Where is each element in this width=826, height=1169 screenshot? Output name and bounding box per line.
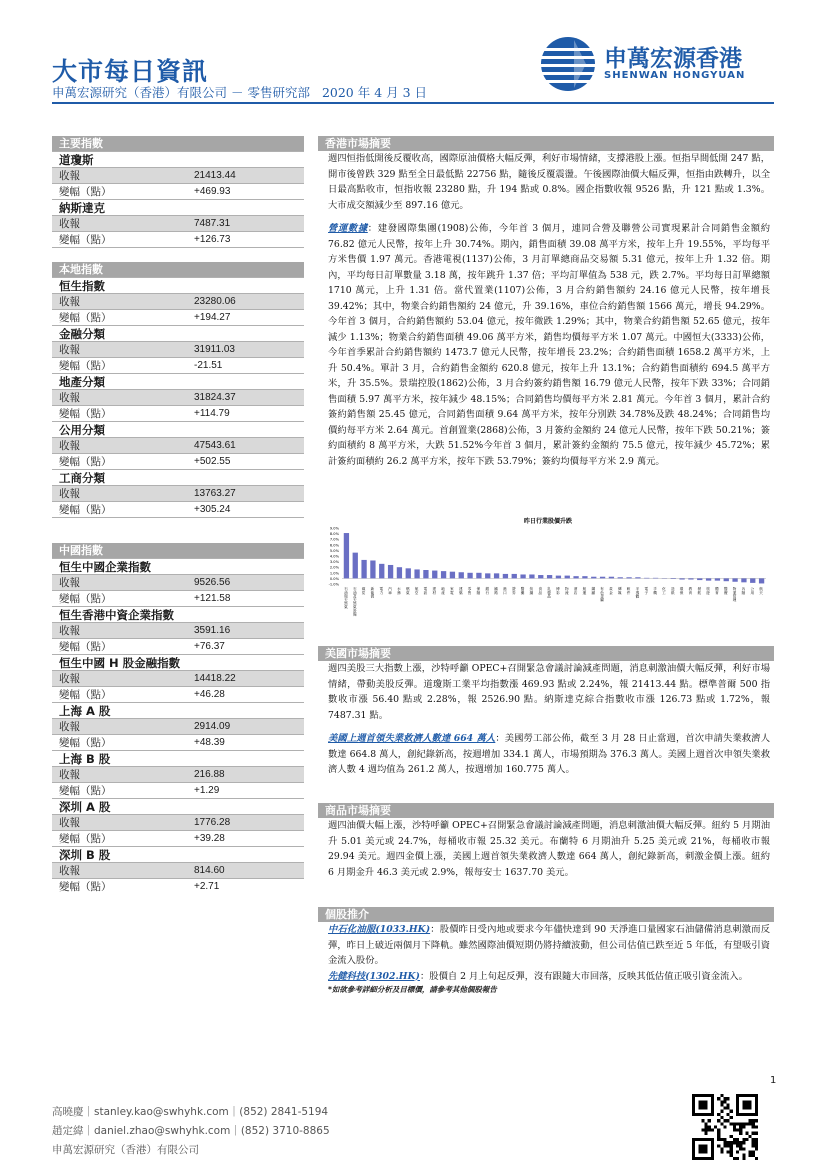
chart-bar	[379, 564, 384, 579]
chart-title: 昨日行業股價升跌	[523, 518, 573, 525]
stock-picks-heading: 個股推介	[318, 907, 774, 922]
contact-line-3: 申萬宏源研究（香港）有限公司	[52, 1144, 199, 1156]
row-label: 收報	[59, 392, 80, 404]
change-row	[52, 638, 304, 654]
chart-bar	[556, 576, 561, 579]
close-row	[52, 389, 304, 405]
us-market-heading: 美國市場摘要	[318, 646, 774, 661]
category-label: 保險	[476, 587, 481, 595]
chart-bar	[679, 578, 684, 579]
change-value: +194.27	[194, 312, 231, 323]
close-value: 21413.44	[194, 170, 236, 181]
change-row	[52, 405, 304, 421]
close-value: 1776.28	[194, 817, 231, 828]
category-label: 新能源	[370, 587, 375, 598]
category-label: 食品	[538, 587, 543, 595]
category-label: 物業管理	[733, 587, 738, 602]
chart-bar	[450, 572, 455, 579]
chart-bar	[388, 565, 393, 578]
page-subtitle	[52, 83, 427, 101]
change-value: -21.51	[194, 360, 223, 371]
stock-pick-2	[318, 969, 774, 985]
change-row	[52, 183, 304, 199]
commodity-heading: 商品市場摘要	[318, 803, 774, 818]
change-value: +39.28	[194, 833, 225, 844]
y-tick-label: 2.0%	[329, 565, 339, 570]
close-row	[52, 485, 304, 501]
category-label: 航空	[415, 587, 420, 595]
category-label: 電子	[644, 587, 649, 595]
main-index-heading: 主要指數	[52, 136, 304, 151]
company-department: 申萬宏源研究（香港）有限公司 － 零售研究部	[52, 85, 310, 100]
change-value: +1.29	[194, 785, 220, 796]
row-label: 變幅（點）	[59, 186, 112, 198]
report-date: 2020 年 4 月 3 日	[321, 85, 428, 100]
close-row	[52, 215, 304, 231]
stock-pick-2-text: ：股價自 2 月上旬起反彈，沒有跟隨大市回落，反映其低估值正吸引資金流入。	[419, 970, 748, 982]
main-index-list	[52, 151, 304, 247]
commodity-section	[318, 803, 774, 880]
chart-bar	[406, 568, 411, 578]
index-name: 道瓊斯	[52, 151, 304, 167]
row-label: 收報	[59, 769, 80, 781]
close-value: 9526.56	[194, 577, 231, 588]
close-row	[52, 437, 304, 453]
chart-bar	[688, 578, 693, 579]
category-label: 港口	[503, 587, 508, 595]
chart-bar	[750, 578, 755, 582]
category-label: 造紙	[671, 587, 676, 595]
close-value: 2914.09	[194, 721, 231, 732]
category-label: 紡織	[529, 587, 534, 595]
row-label: 收報	[59, 488, 80, 500]
y-tick-label: 5.0%	[329, 548, 339, 553]
stock-pick-2-name: 先健科技(1302.HK)	[328, 970, 420, 982]
hk-market-section	[318, 136, 774, 469]
chart-bar	[353, 553, 358, 579]
spacer	[52, 247, 304, 262]
category-label: 證券	[512, 587, 517, 595]
index-name: 上海 A 股	[52, 702, 304, 718]
category-label: 鐵路	[494, 587, 499, 595]
close-row	[52, 718, 304, 734]
row-label: 變幅（點）	[59, 785, 112, 797]
category-label: 建築	[459, 587, 464, 595]
chart-bar	[741, 578, 746, 582]
chart-bar	[529, 574, 534, 578]
page-title: 大市每日資訊	[52, 57, 209, 86]
category-label: 旅遊	[706, 587, 711, 595]
change-row	[52, 878, 304, 894]
index-name: 納斯達克	[52, 199, 304, 215]
chart-bar	[644, 578, 649, 579]
change-value: +2.71	[194, 881, 220, 892]
spacer	[52, 517, 304, 543]
category-label: 體育	[715, 587, 720, 595]
chart-bar	[697, 578, 702, 580]
change-row	[52, 309, 304, 325]
chart-bar	[414, 569, 419, 578]
disclaimer-note: *如欲參考詳細分析及目標價，請參考其他個股報告	[328, 985, 497, 994]
close-value: 47543.61	[194, 440, 236, 451]
stock-picks-section	[318, 907, 774, 995]
chart-bar	[538, 575, 543, 578]
chart-bar	[494, 573, 499, 578]
chart-bar	[724, 578, 729, 581]
category-label: 公用	[750, 587, 755, 595]
contact-footer	[52, 1103, 330, 1160]
chart-bar	[600, 577, 605, 579]
chart-bar	[706, 578, 711, 580]
category-label: 醫藥	[521, 587, 526, 595]
us-market-summary: 週四美股三大指數上漲，沙特呼籲 OPEC+召開緊急會議討論減產問題，消息刺激油價大幅反彈，利好市場情緒，帶動美股反彈。道瓊斯工業平均指數漲 469.93 點或 2.24%，報 21413.44 點。標準普爾 500 指數收市漲 56.40 點或 2.28%，報 2526.90 點。納斯達克綜合指數收市漲 126.73 點或 1.72%，報 7487.31 點。	[328, 663, 770, 721]
row-label: 收報	[59, 865, 80, 877]
y-tick-label: 3.0%	[329, 560, 339, 565]
page-number: 1	[770, 1075, 777, 1086]
category-label: 建材	[432, 587, 437, 595]
category-label: 教育	[688, 587, 693, 595]
chart-bar	[476, 573, 481, 579]
chart-bar	[573, 576, 578, 578]
category-label: 電訊	[423, 587, 428, 595]
hk-market-summary: 週四恒指低開後反覆收高，國際原油價格大幅反彈，利好市場情緒，支撐港股上漲。恒指早間低開 247 點，開市後曾跌 329 點至全日最低點 22756 點，隨後反覆震盪。午後國際油價大幅反彈，恒指由跌轉升，以全日最高點收市，恒指收報 23280 點，升 194 點或 0.8%。國企指數收報 9526 點，升 121 點或 1.3%。大市成交額減少至 897.16 億元。	[328, 153, 771, 211]
category-label: 銀行	[485, 587, 490, 595]
row-label: 收報	[59, 721, 80, 733]
close-value: 814.60	[194, 865, 225, 876]
row-label: 變幅（點）	[59, 881, 112, 893]
close-row	[52, 670, 304, 686]
category-label: 軟件	[627, 587, 632, 595]
chart-bar	[582, 576, 587, 578]
jobless-text: ：美國勞工部公佈，截至 3 月 28 日止當週，首次申請失業救濟人數達 664.8 萬人，創紀錄新高，按週增加 334.1 萬人，市場預期為 376.3 萬人。美國上週首次申領失業救濟人數 4 週均值為 261.2 萬人，按週增加 160.775 萬人。	[328, 733, 770, 775]
index-name: 恒生中國企業指數	[52, 558, 304, 574]
close-value: 13763.27	[194, 488, 236, 499]
close-value: 14418.22	[194, 673, 236, 684]
category-label: 航天	[759, 587, 764, 595]
qr-code-icon	[692, 1094, 758, 1160]
close-row	[52, 766, 304, 782]
y-tick-label: 9.0%	[329, 526, 339, 531]
chart-bar	[361, 560, 366, 578]
category-label: 汽車	[388, 587, 393, 595]
index-name: 恒生香港中資企業指數	[52, 606, 304, 622]
row-label: 收報	[59, 625, 80, 637]
row-label: 收報	[59, 344, 80, 356]
chart-bar	[512, 574, 517, 578]
category-label: 黃金	[609, 587, 614, 595]
close-row	[52, 167, 304, 183]
y-tick-label: 7.0%	[329, 537, 339, 542]
operating-data-lead: 營運數據	[328, 223, 368, 234]
y-tick-label: 6.0%	[329, 543, 339, 548]
china-index-heading: 中國指數	[52, 543, 304, 558]
category-label: 博彩	[556, 587, 561, 595]
index-name: 地產分類	[52, 373, 304, 389]
close-value: 31911.03	[194, 344, 235, 355]
index-name: 公用分類	[52, 421, 304, 437]
change-row	[52, 453, 304, 469]
category-label: 醫療	[724, 587, 729, 595]
close-value: 23280.06	[194, 296, 236, 307]
index-name: 深圳 A 股	[52, 798, 304, 814]
row-label: 收報	[59, 218, 80, 230]
change-value: +305.24	[194, 504, 231, 515]
industry-performance-chart	[318, 512, 774, 638]
commodity-summary: 週四油價大幅上漲，沙特呼籲 OPEC+召開緊急會議討論減產問題，消息刺激油價大幅反彈。紐約 5 月期油升 5.01 美元或 24.7%，每桶收市報 25.32 美元。布蘭特 6 月期油升 5.25 美元或 21%，每桶收市報 29.94 美元。週四金價上漲，美國上週首領失業救濟人數達 664 萬人，創紀錄新高，刺激金價上漲。紐約 6 月期金升 46.3 美元或 2.9%，報每安士 1637.70 美元。	[328, 820, 770, 878]
index-name: 恒生中國 H 股金融指數	[52, 654, 304, 670]
contact-line-1: 高曉慶｜stanley.kao@swhyhk.com｜(852) 2841-5194	[52, 1106, 329, 1118]
y-tick-label: 1.0%	[329, 571, 339, 576]
category-label: 物流	[565, 587, 570, 595]
row-label: 變幅（點）	[59, 737, 112, 749]
change-value: +469.93	[194, 186, 231, 197]
close-row	[52, 814, 304, 830]
category-label: 地產	[441, 587, 446, 595]
change-value: +76.37	[194, 641, 225, 652]
chart-bar	[459, 572, 464, 578]
row-label: 變幅（點）	[59, 833, 112, 845]
category-label: 石油及天然氣設備	[353, 587, 358, 616]
change-value: +121.58	[194, 593, 231, 604]
category-label: 半導體	[635, 587, 640, 598]
chart-bar	[635, 577, 640, 578]
y-tick-label: 0.0%	[329, 576, 339, 581]
change-row	[52, 501, 304, 517]
category-label: 手機	[653, 587, 658, 595]
close-row	[52, 862, 304, 878]
change-value: +114.79	[194, 408, 230, 419]
category-label: 燃氣	[406, 587, 411, 595]
chart-bar	[759, 578, 764, 583]
row-label: 變幅（點）	[59, 504, 112, 516]
operating-data-text: ：建發國際集團(1908)公佈，今年首 3 個月，連同合營及聯營公司實現累計合同銷售金額約 76.82 億元人民幣，按年上升 30.74%。期內，銷售面積 39.08 萬平方米，按年上升 19.55%，平均每平方米售價 1.97 萬元。香港電視(1137)公佈，3 月訂單總商品交易額 5.31 億元，按年上升 1.32 倍。期內，平均每日訂單數量 3.18 萬，按年跳升 1.37 倍；平均訂單值為 538 元，跌 2.7%。平均每日訂單總額 1710 萬元，上升 1.31 倍。當代置業(1107)公佈，3 月合約銷售額約 24.16 億元人民幣，按年增長 39.42%；其中，物業合約銷售額約 24 億元，升 39.16%，車位合約銷售額 1566 萬元，增長 94.29%。今年首 3 個月，合約銷售額約 53.04 億元，按年微跌 1.29%；其中，物業合約銷售額 52.65 億元，按年減少 1.13%；物業合約銷售面積 49.06 萬平方米，銷售均價每平方米 1.07 萬元。中國恒大(3333)公佈，今年首季累計合約銷售額約 1473.7 億元人民幣，按年增長 23.2%；合約銷售面積 1658.2 萬平方米，上升 50.4%。單計 3 月，合約銷售金額約 620.8 億元，按年上升 13.1%；合約銷售面積約 694.5 萬平方米，升 35.5%。景瑞控股(1862)公佈，3 月合約簽約銷售額 16.79 億元人民幣，按年下跌 33%；合同銷售面積 5.97 萬平方米，按年減少 48.15%；合同銷售均價每平方米 2.81 萬元。今年首 3 個月，累計合約簽約銷售額 25.45 億元，合同銷售面積 9.64 萬平方米，按年分別跌 34.78%及跌 48.24%；合同銷售均價約每平方米 2.64 萬元。首創置業(2868)公佈，3 月簽約金額約 24 億元人民幣，按年下跌 50.21%；簽約面積約 8 萬平方米，大跌 51.52%今年首 3 個月，累計簽約金額約 75.5 億元，按年減少 45.72%；累計簽約面積約 26.2 萬平方米，按年下跌 53.79%；簽約均價每平方米 2.9 萬元。	[328, 223, 770, 467]
local-index-list	[52, 277, 304, 517]
y-tick-label: 8.0%	[329, 532, 339, 537]
row-label: 變幅（點）	[59, 234, 112, 246]
chart-bar	[565, 576, 570, 579]
chart-bar	[671, 578, 676, 579]
row-label: 變幅（點）	[59, 312, 112, 324]
row-label: 收報	[59, 577, 80, 589]
chart-bar	[432, 571, 437, 579]
chart-bar	[591, 577, 596, 579]
logo-globe-icon	[538, 34, 598, 94]
change-value: +126.73	[194, 234, 231, 245]
chart-bar	[732, 578, 737, 581]
chart-bar	[715, 578, 720, 580]
change-row	[52, 830, 304, 846]
row-label: 變幅（點）	[59, 360, 112, 372]
y-tick-label: 4.0%	[329, 554, 339, 559]
y-tick-label: -1.0%	[328, 582, 339, 587]
chart-bar	[547, 575, 552, 578]
us-market-section	[318, 646, 774, 778]
row-label: 變幅（點）	[59, 456, 112, 468]
change-value: +46.28	[194, 689, 225, 700]
stock-pick-1-name: 中石化油服(1033.HK)	[328, 924, 431, 935]
close-row	[52, 574, 304, 590]
row-label: 變幅（點）	[59, 408, 112, 420]
close-value: 216.88	[194, 769, 225, 780]
close-value: 3591.16	[194, 625, 231, 636]
chart-bar	[503, 574, 508, 578]
company-logo	[538, 34, 774, 94]
close-value: 31824.37	[194, 392, 236, 403]
chart-bar	[520, 574, 525, 578]
change-row	[52, 357, 304, 373]
change-row	[52, 231, 304, 247]
index-panel	[52, 136, 304, 894]
chart-bar	[370, 560, 375, 578]
index-name: 金融分類	[52, 325, 304, 341]
category-label: 化工	[662, 587, 667, 595]
row-label: 變幅（點）	[59, 689, 112, 701]
category-label: 航運	[582, 587, 587, 595]
chart-bar	[441, 571, 446, 578]
jobless-lead: 美國上週首領失業救濟人數達 664 萬人	[328, 733, 496, 744]
change-value: +48.39	[194, 737, 225, 748]
row-label: 變幅（點）	[59, 593, 112, 605]
contact-line-2: 趙定緯｜daniel.zhao@swhyhk.com｜(852) 3710-8865	[52, 1125, 330, 1137]
category-label: 電力	[379, 587, 384, 595]
row-label: 收報	[59, 673, 80, 685]
row-label: 收報	[59, 296, 80, 308]
change-row	[52, 734, 304, 750]
row-label: 收報	[59, 817, 80, 829]
header-divider	[52, 102, 774, 104]
us-jobless-claims	[318, 731, 774, 778]
index-name: 深圳 B 股	[52, 846, 304, 862]
category-label: 內險	[741, 587, 746, 595]
category-label: 石油與天然氣	[344, 587, 349, 609]
change-row	[52, 782, 304, 798]
logo-cn-text: 申萬宏源香港	[604, 46, 742, 72]
close-row	[52, 341, 304, 357]
local-index-heading: 本地指數	[52, 262, 304, 277]
chart-bar	[653, 578, 658, 579]
row-label: 變幅（點）	[59, 641, 112, 653]
category-label: 鋼鐵	[591, 587, 596, 595]
logo-en-text: SHENWAN HONGYUAN	[604, 70, 746, 81]
chart-bar	[609, 577, 614, 579]
change-value: +502.55	[194, 456, 231, 467]
stock-pick-1-text: ：股價昨日受內地或要求今年儘快達到 90 天淨進口量國家石油儲備消息刺激而反彈，昨日上破近兩個月下降軌。雖然國際油價短期仍將持續波動，但公司估值已跌至近 5 年低，有望吸引資金流入股份。	[328, 924, 770, 966]
close-row	[52, 293, 304, 309]
chart-bar	[626, 577, 631, 578]
chart-bar	[485, 573, 490, 578]
category-label: 水務	[397, 587, 402, 595]
category-label: 煤炭	[362, 587, 367, 595]
category-label: 傳媒	[618, 587, 623, 595]
chart-bar	[467, 573, 472, 579]
row-label: 收報	[59, 170, 80, 182]
category-label: 餐飲	[697, 587, 702, 595]
category-label: 乳製品	[547, 587, 552, 598]
category-label: 酒店	[574, 587, 579, 595]
chart-bar	[423, 570, 428, 578]
change-row	[52, 686, 304, 702]
row-label: 收報	[59, 440, 80, 452]
stock-pick-1	[318, 922, 774, 969]
index-name: 上海 B 股	[52, 750, 304, 766]
hk-operating-data	[318, 221, 774, 469]
close-row	[52, 622, 304, 638]
change-row	[52, 590, 304, 606]
index-name: 工商分類	[52, 469, 304, 485]
hk-market-heading: 香港市場摘要	[318, 136, 774, 151]
chart-bar	[344, 533, 349, 578]
chart-bar	[397, 567, 402, 578]
category-label: 零售	[468, 587, 473, 595]
category-label: 環保	[680, 587, 685, 595]
chart-bar	[618, 577, 623, 578]
close-value: 7487.31	[194, 218, 231, 229]
category-label: 有色金屬	[600, 587, 605, 602]
index-name: 恒生指數	[52, 277, 304, 293]
china-index-list	[52, 558, 304, 894]
category-label: 家電	[450, 587, 455, 595]
